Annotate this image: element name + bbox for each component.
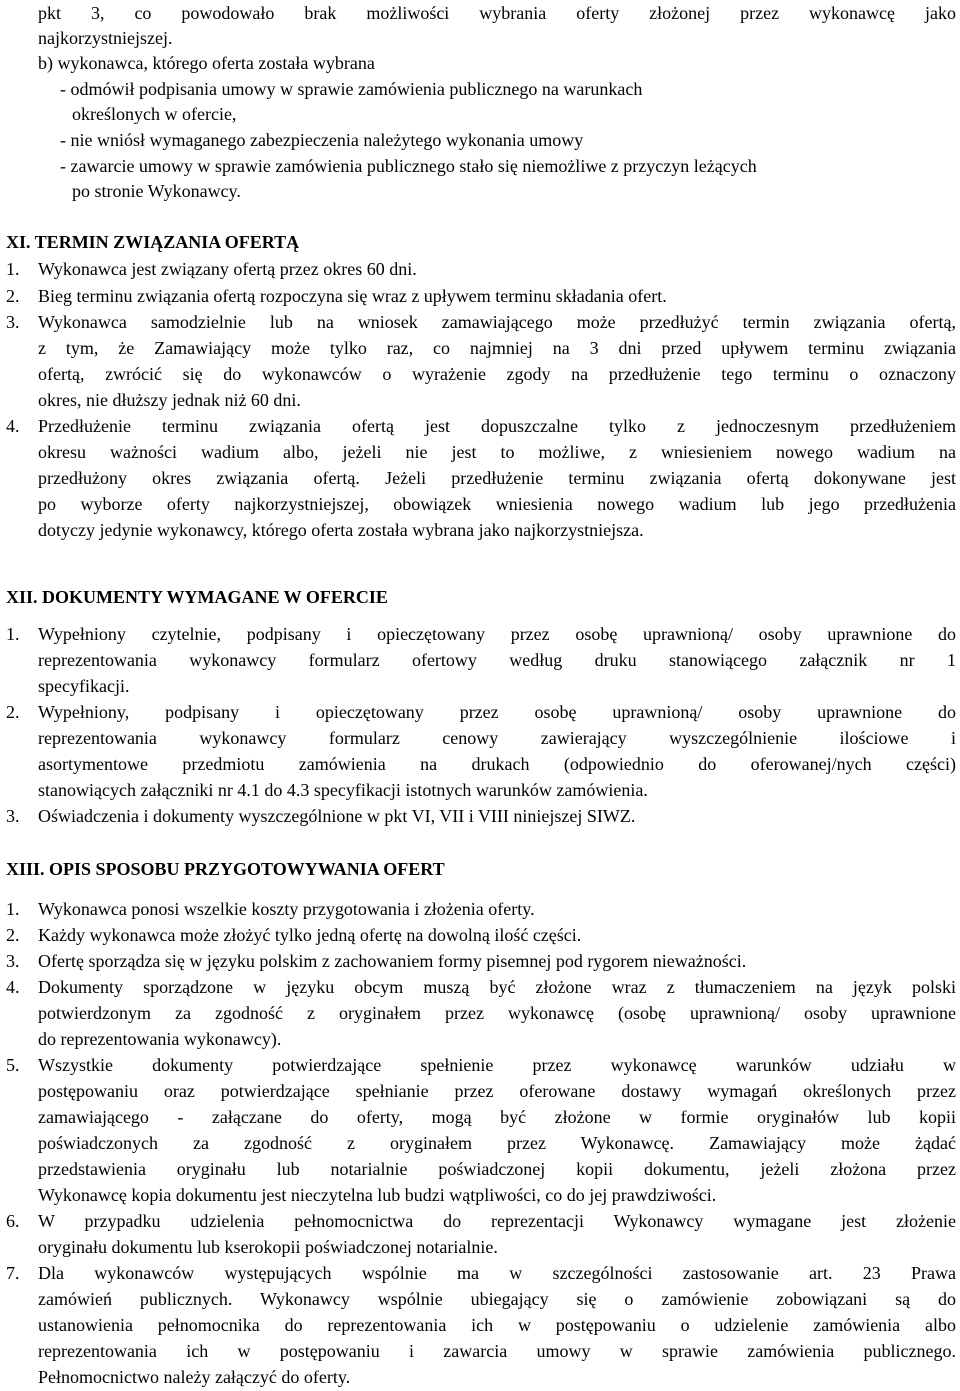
- list-number: 2.: [6, 702, 20, 722]
- section-heading: XII. DOKUMENTY WYMAGANE W OFERCIE: [6, 587, 388, 607]
- list-item: Bieg terminu związania ofertą rozpoczyna się wraz z upływem terminu składania ofert.: [38, 286, 667, 306]
- section-heading: XIII. OPIS SPOSOBU PRZYGOTOWYWANIA OFERT: [6, 859, 445, 879]
- paragraph-line: postępowaniu oraz potwierdzające spełnianie przez oferowane dostawy wymagań określonych przez: [38, 1081, 956, 1101]
- list-number: 1.: [6, 899, 20, 919]
- list-item: Wypełniony, podpisany i opieczętowany przez osobę uprawnioną/ osoby uprawnione do: [38, 702, 956, 722]
- paragraph-line: Pełnomocnictwo należy załączyć do oferty.: [38, 1367, 351, 1387]
- list-item: - odmówił podpisania umowy w sprawie zamówienia publicznego na warunkach: [60, 79, 643, 99]
- list-number: 3.: [6, 312, 20, 332]
- paragraph-line: dotyczy jedynie wykonawcy, którego oferta została wybrana jako najkorzystniejsza.: [38, 520, 644, 540]
- list-item: Wykonawca jest związany ofertą przez okres 60 dni.: [38, 259, 417, 279]
- list-item: Wszystkie dokumenty potwierdzające spełnienie przez wykonawcę warunków udziału w: [38, 1055, 956, 1075]
- list-item: Dla wykonawców występujących wspólnie ma w szczególności zastosowanie art. 23 Prawa: [38, 1263, 956, 1283]
- list-number: 7.: [6, 1263, 20, 1283]
- paragraph-line: potwierdzonym za zgodność z oryginałem przez wykonawcę (osobę uprawnioną/ osoby uprawnione: [38, 1003, 956, 1023]
- paragraph-line: reprezentowania wykonawcy formularz ofertowy według druku stanowiącego załącznik nr 1: [38, 650, 956, 670]
- list-number: 1.: [6, 259, 20, 279]
- paragraph-line: okres, nie dłuższy jednak niż 60 dni.: [38, 390, 301, 410]
- paragraph-line: reprezentowania ich w postępowaniu i zawarcia umowy w sprawie zamówienia publicznego.: [38, 1341, 956, 1361]
- list-item: Wykonawca samodzielnie lub na wniosek zamawiającego może przedłużyć termin związania ofertą,: [38, 312, 956, 332]
- paragraph-line: najkorzystniejszej.: [38, 28, 173, 48]
- paragraph-line: specyfikacji.: [38, 676, 130, 696]
- paragraph-line: Wykonawcę kopia dokumentu jest nieczytelna lub budzi wątpliwości, co do jej prawdziwości.: [38, 1185, 717, 1205]
- list-item: - zawarcie umowy w sprawie zamówienia publicznego stało się niemożliwe z przyczyn leżących: [60, 156, 757, 176]
- list-item: Przedłużenie terminu związania ofertą jest dopuszczalne tylko z jednoczesnym przedłużeniem: [38, 416, 956, 436]
- paragraph-line: b) wykonawca, którego oferta została wybrana: [38, 53, 375, 73]
- paragraph-line: okresu ważności wadium albo, jeżeli nie jest to możliwe, z wniesieniem nowego wadium na: [38, 442, 956, 462]
- list-number: 2.: [6, 925, 20, 945]
- list-item: Każdy wykonawca może złożyć tylko jedną ofertę na dowolną ilość części.: [38, 925, 582, 945]
- list-item: Wypełniony czytelnie, podpisany i opieczętowany przez osobę uprawnioną/ osoby uprawnione do: [38, 624, 956, 644]
- paragraph-line: zamówień publicznych. Wykonawcy wspólnie ubiegający się o zamówienie zobowiązani są do: [38, 1289, 956, 1309]
- list-item: Dokumenty sporządzone w języku obcym muszą być złożone wraz z tłumaczeniem na język polski: [38, 977, 956, 997]
- list-number: 3.: [6, 951, 20, 971]
- paragraph-line: reprezentowania wykonawcy formularz cenowy zawierający wyszczególnienie ilościowe i: [38, 728, 956, 748]
- paragraph-line: pkt 3, co powodowało brak możliwości wybrania oferty złożonej przez wykonawcę jako: [38, 3, 956, 23]
- paragraph-line: po stronie Wykonawcy.: [72, 181, 241, 201]
- paragraph-line: po wyborze oferty najkorzystniejszej, obowiązek wniesienia nowego wadium lub jego przedłużenia: [38, 494, 956, 514]
- list-number: 4.: [6, 977, 20, 997]
- paragraph-line: ofertą, zwrócić się do wykonawców o wyrażenie zgody na przedłużenie tego terminu o oznaczony: [38, 364, 956, 384]
- paragraph-line: z tym, że Zamawiający może tylko raz, co najmniej na 3 dni przed upływem terminu związania: [38, 338, 956, 358]
- paragraph-line: ustanowienia pełnomocnika do reprezentowania ich w postępowaniu o udzielenie zamówienia albo: [38, 1315, 956, 1335]
- list-number: 4.: [6, 416, 20, 436]
- list-item: W przypadku udzielenia pełnomocnictwa do reprezentacji Wykonawcy wymagane jest złożenie: [38, 1211, 956, 1231]
- paragraph-line: zamawiającego - załączane do oferty, mogą być złożone w formie oryginałów lub kopii: [38, 1107, 956, 1127]
- list-item: Ofertę sporządza się w języku polskim z zachowaniem formy pisemnej pod rygorem nieważności.: [38, 951, 747, 971]
- paragraph-line: określonych w ofercie,: [72, 104, 237, 124]
- list-number: 5.: [6, 1055, 20, 1075]
- paragraph-line: do reprezentowania wykonawcy).: [38, 1029, 282, 1049]
- section-heading: XI. TERMIN ZWIĄZANIA OFERTĄ: [6, 232, 300, 252]
- list-item: Wykonawca ponosi wszelkie koszty przygotowania i złożenia oferty.: [38, 899, 535, 919]
- paragraph-line: asortymentowe przedmiotu zamówienia na drukach (odpowiednio do oferowanej/nych części): [38, 754, 956, 774]
- paragraph-line: przedłużony okres związania ofertą. Jeżeli przedłużenie terminu związania ofertą dokonywane jest: [38, 468, 956, 488]
- list-number: 6.: [6, 1211, 20, 1231]
- paragraph-line: poświadczonych za zgodność z oryginałem przez Wykonawcę. Zamawiający może żądać: [38, 1133, 956, 1153]
- paragraph-line: przedstawienia oryginału lub notarialnie poświadczonej kopii dokumentu, jeżeli złożona przez: [38, 1159, 956, 1179]
- list-number: 3.: [6, 806, 20, 826]
- paragraph-line: stanowiących załączniki nr 4.1 do 4.3 specyfikacji istotnych warunków zamówienia.: [38, 780, 648, 800]
- list-number: 2.: [6, 286, 20, 306]
- list-item: Oświadczenia i dokumenty wyszczególnione w pkt VI, VII i VIII niniejszej SIWZ.: [38, 806, 636, 826]
- list-item: - nie wniósł wymaganego zabezpieczenia należytego wykonania umowy: [60, 130, 584, 150]
- paragraph-line: oryginału dokumentu lub kserokopii poświadczonej notarialnie.: [38, 1237, 498, 1257]
- list-number: 1.: [6, 624, 20, 644]
